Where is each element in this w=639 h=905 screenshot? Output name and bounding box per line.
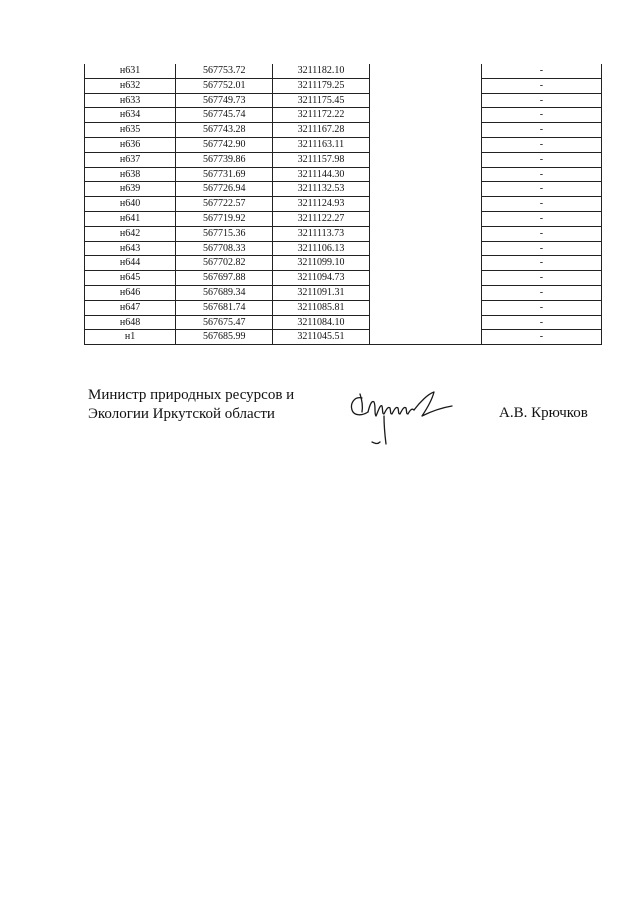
note-cell: - xyxy=(481,315,601,330)
note-cell: - xyxy=(481,226,601,241)
table-row xyxy=(85,167,602,182)
point-id: н640 xyxy=(85,197,176,212)
coord-x: 567752.01 xyxy=(176,78,273,93)
coord-y: 3211179.25 xyxy=(273,78,369,93)
point-id: н632 xyxy=(85,78,176,93)
point-id: н641 xyxy=(85,211,176,226)
table-row xyxy=(85,123,602,138)
table-row xyxy=(85,197,602,212)
table-row xyxy=(85,315,602,330)
coord-y: 3211091.31 xyxy=(273,285,369,300)
note-cell: - xyxy=(481,241,601,256)
point-id: н639 xyxy=(85,182,176,197)
coord-x: 567675.47 xyxy=(176,315,273,330)
signatory-position-line-2: Экологии Иркутской области xyxy=(88,406,275,422)
empty-cell xyxy=(369,182,481,197)
table-row xyxy=(85,78,602,93)
coord-y: 3211167.28 xyxy=(273,123,369,138)
coord-x: 567681.74 xyxy=(176,300,273,315)
empty-cell xyxy=(369,256,481,271)
empty-cell xyxy=(369,300,481,315)
point-id: н646 xyxy=(85,285,176,300)
point-id: н636 xyxy=(85,137,176,152)
point-id: н635 xyxy=(85,123,176,138)
point-id: н637 xyxy=(85,152,176,167)
note-cell: - xyxy=(481,78,601,93)
coord-y: 3211085.81 xyxy=(273,300,369,315)
note-cell: - xyxy=(481,271,601,286)
coord-x: 567702.82 xyxy=(176,256,273,271)
note-cell: - xyxy=(481,300,601,315)
coord-x: 567685.99 xyxy=(176,330,273,345)
note-cell: - xyxy=(481,167,601,182)
note-cell: - xyxy=(481,64,601,78)
table-row xyxy=(85,137,602,152)
coord-y: 3211124.93 xyxy=(273,197,369,212)
coord-x: 567753.72 xyxy=(176,64,273,78)
coord-y: 3211113.73 xyxy=(273,226,369,241)
coord-x: 567689.34 xyxy=(176,285,273,300)
table-row xyxy=(85,256,602,271)
coord-x: 567743.28 xyxy=(176,123,273,138)
table-row xyxy=(85,226,602,241)
point-id: н642 xyxy=(85,226,176,241)
note-cell: - xyxy=(481,152,601,167)
note-cell: - xyxy=(481,285,601,300)
note-cell: - xyxy=(481,137,601,152)
table-row xyxy=(85,182,602,197)
table-row xyxy=(85,108,602,123)
coord-y: 3211157.98 xyxy=(273,152,369,167)
point-id: н1 xyxy=(85,330,176,345)
note-cell: - xyxy=(481,108,601,123)
coord-y: 3211106.13 xyxy=(273,241,369,256)
coord-y: 3211144.30 xyxy=(273,167,369,182)
coord-y: 3211182.10 xyxy=(273,64,369,78)
table-row xyxy=(85,211,602,226)
coord-x: 567731.69 xyxy=(176,167,273,182)
point-id: н634 xyxy=(85,108,176,123)
empty-cell xyxy=(369,137,481,152)
coord-x: 567745.74 xyxy=(176,108,273,123)
table-row xyxy=(85,330,602,345)
point-id: н645 xyxy=(85,271,176,286)
table-row xyxy=(85,64,602,78)
coord-x: 567749.73 xyxy=(176,93,273,108)
empty-cell xyxy=(369,167,481,182)
point-id: н633 xyxy=(85,93,176,108)
coord-x: 567697.88 xyxy=(176,271,273,286)
empty-cell xyxy=(369,152,481,167)
note-cell: - xyxy=(481,256,601,271)
coord-y: 3211084.10 xyxy=(273,315,369,330)
coord-x: 567708.33 xyxy=(176,241,273,256)
note-cell: - xyxy=(481,330,601,345)
coord-y: 3211122.27 xyxy=(273,211,369,226)
coord-x: 567719.92 xyxy=(176,211,273,226)
empty-cell xyxy=(369,197,481,212)
point-id: н631 xyxy=(85,64,176,78)
coord-y: 3211045.51 xyxy=(273,330,369,345)
coordinates-table-body xyxy=(85,64,602,345)
note-cell: - xyxy=(481,197,601,212)
point-id: н647 xyxy=(85,300,176,315)
empty-cell xyxy=(369,93,481,108)
coord-x: 567722.57 xyxy=(176,197,273,212)
coord-x: 567715.36 xyxy=(176,226,273,241)
coord-y: 3211163.11 xyxy=(273,137,369,152)
note-cell: - xyxy=(481,211,601,226)
empty-cell xyxy=(369,226,481,241)
point-id: н644 xyxy=(85,256,176,271)
table-row xyxy=(85,300,602,315)
empty-cell xyxy=(369,108,481,123)
table-row xyxy=(85,152,602,167)
coord-y: 3211175.45 xyxy=(273,93,369,108)
empty-cell xyxy=(369,123,481,138)
table-row xyxy=(85,271,602,286)
coord-y: 3211132.53 xyxy=(273,182,369,197)
coord-y: 3211099.10 xyxy=(273,256,369,271)
table-row xyxy=(85,93,602,108)
handwritten-signature xyxy=(348,384,460,456)
empty-cell xyxy=(369,64,481,78)
coord-x: 567742.90 xyxy=(176,137,273,152)
signatory-position-line-1: Министр природных ресурсов и xyxy=(88,387,295,403)
empty-cell xyxy=(369,211,481,226)
coord-x: 567726.94 xyxy=(176,182,273,197)
note-cell: - xyxy=(481,123,601,138)
point-id: н643 xyxy=(85,241,176,256)
table-row xyxy=(85,285,602,300)
empty-cell xyxy=(369,271,481,286)
coord-y: 3211172.22 xyxy=(273,108,369,123)
note-cell: - xyxy=(481,93,601,108)
point-id: н648 xyxy=(85,315,176,330)
signer-name: А.В. Крючков xyxy=(499,405,588,421)
empty-cell xyxy=(369,315,481,330)
note-cell: - xyxy=(481,182,601,197)
empty-cell xyxy=(369,241,481,256)
point-id: н638 xyxy=(85,167,176,182)
empty-cell xyxy=(369,285,481,300)
coord-y: 3211094.73 xyxy=(273,271,369,286)
empty-cell xyxy=(369,330,481,345)
empty-cell xyxy=(369,78,481,93)
coordinates-table xyxy=(84,64,602,345)
table-row xyxy=(85,241,602,256)
coord-x: 567739.86 xyxy=(176,152,273,167)
signatory-position xyxy=(88,386,294,424)
